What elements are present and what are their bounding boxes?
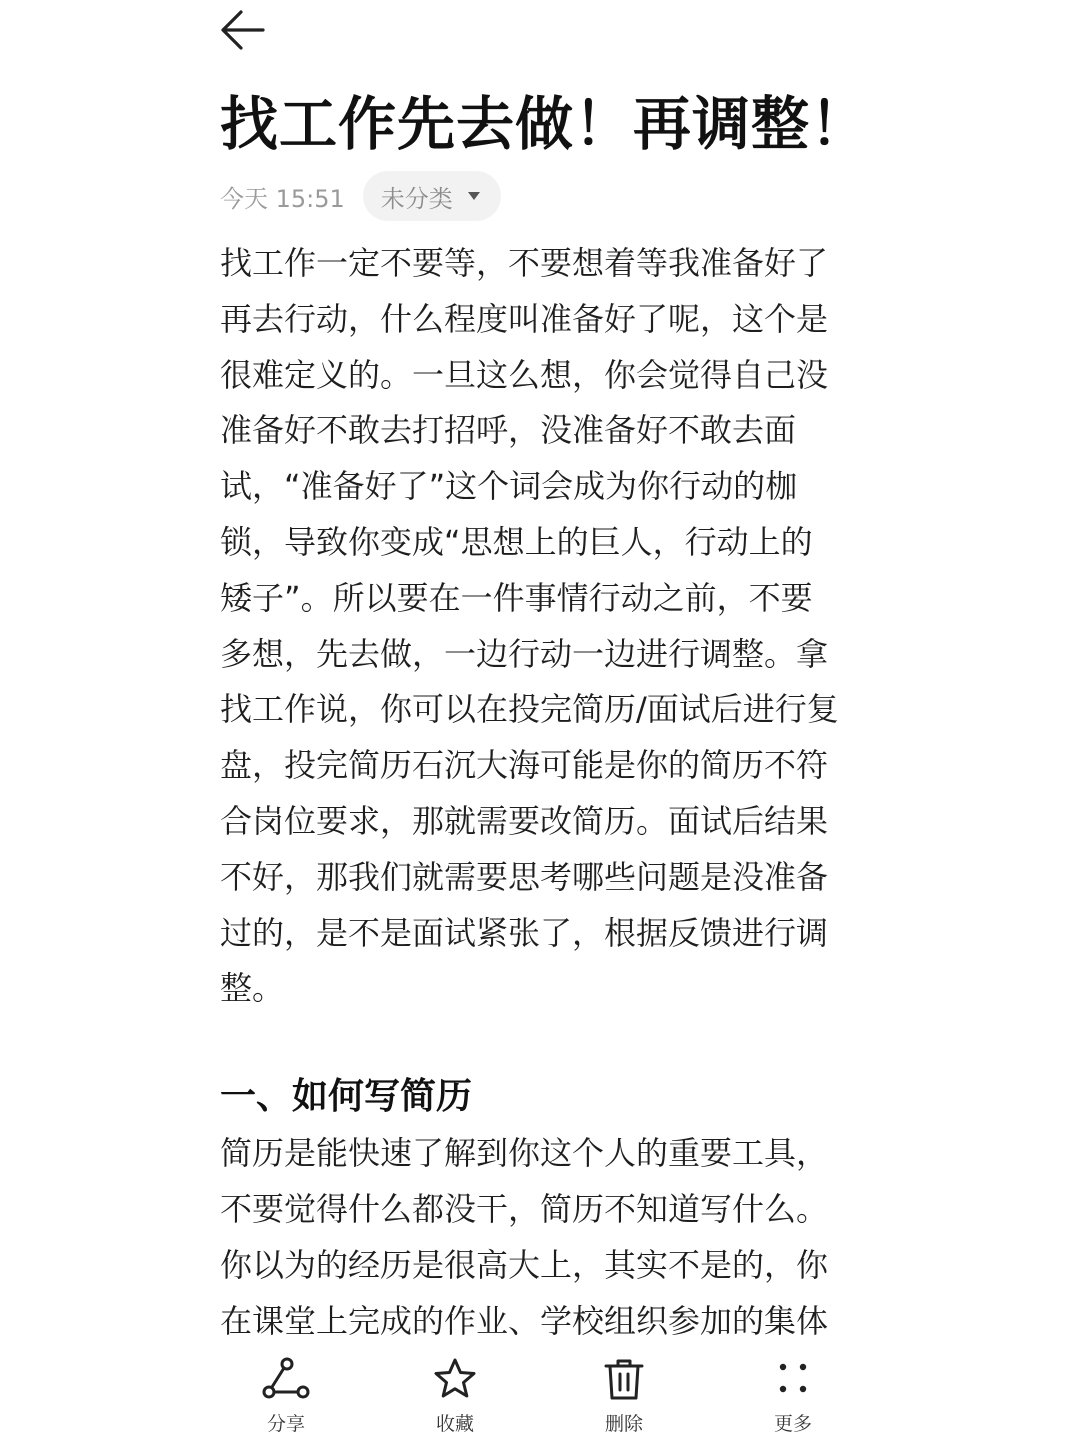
note-body[interactable]	[220, 236, 860, 1340]
bottom-toolbar	[0, 1340, 1080, 1440]
note-title: 找工作先去做！再调整！	[220, 90, 870, 158]
delete-button[interactable]	[564, 1354, 684, 1436]
delete-label: 删除	[604, 1413, 643, 1435]
more-button[interactable]	[733, 1354, 853, 1436]
back-button[interactable]	[214, 8, 270, 56]
favorite-label: 收藏	[435, 1413, 474, 1435]
favorite-button[interactable]	[395, 1354, 515, 1436]
category-dropdown[interactable]	[363, 171, 501, 221]
category-label: 未分类	[380, 184, 453, 213]
share-button[interactable]	[226, 1354, 346, 1436]
share-label: 分享	[266, 1413, 305, 1435]
more-dots-icon	[767, 1354, 819, 1403]
note-timestamp: 今天 15:51	[220, 184, 345, 213]
note-meta	[220, 170, 501, 222]
paragraph: 简历是能快速了解到你这个人的重要工具， 不要觉得什么都没干，简历不知道写什么。 你以为的经历是很高大上，其实不是的，你 在课堂上完成的作业、学校组织参加的集体	[220, 1134, 829, 1340]
trash-icon	[598, 1354, 650, 1403]
star-icon	[429, 1354, 481, 1403]
caret-down-icon	[467, 191, 481, 201]
arrow-left-icon	[219, 10, 265, 54]
more-label: 更多	[773, 1413, 812, 1435]
section-heading: 一、如何写简历	[220, 1076, 473, 1118]
paragraph: 找工作一定不要等，不要想着等我准备好了 再去行动，什么程度叫准备好了呢，这个是 很难定义的。一旦这么想，你会觉得自己没 准备好不敢去打招呼，没准备好不敢去面 试，“准备好了”这个词会成为你行动的枷 锁，导致你变成“思想上的巨人，行动上的 矮子”。所以要在一件事情行动之前，不要 多想，先去做，一边行动一边进行调整。拿 找工作说，你可以在投完简历/面试后进行复 盘，投完简历石沉大海可能是你的简历不符 合岗位要求，那就需要改简历。面试后结果 不好，那我们就需要思考哪些问题是没准备 过的，是不是面试紧张了，根据反馈进行调 整。	[220, 244, 839, 1008]
share-icon	[260, 1354, 312, 1403]
